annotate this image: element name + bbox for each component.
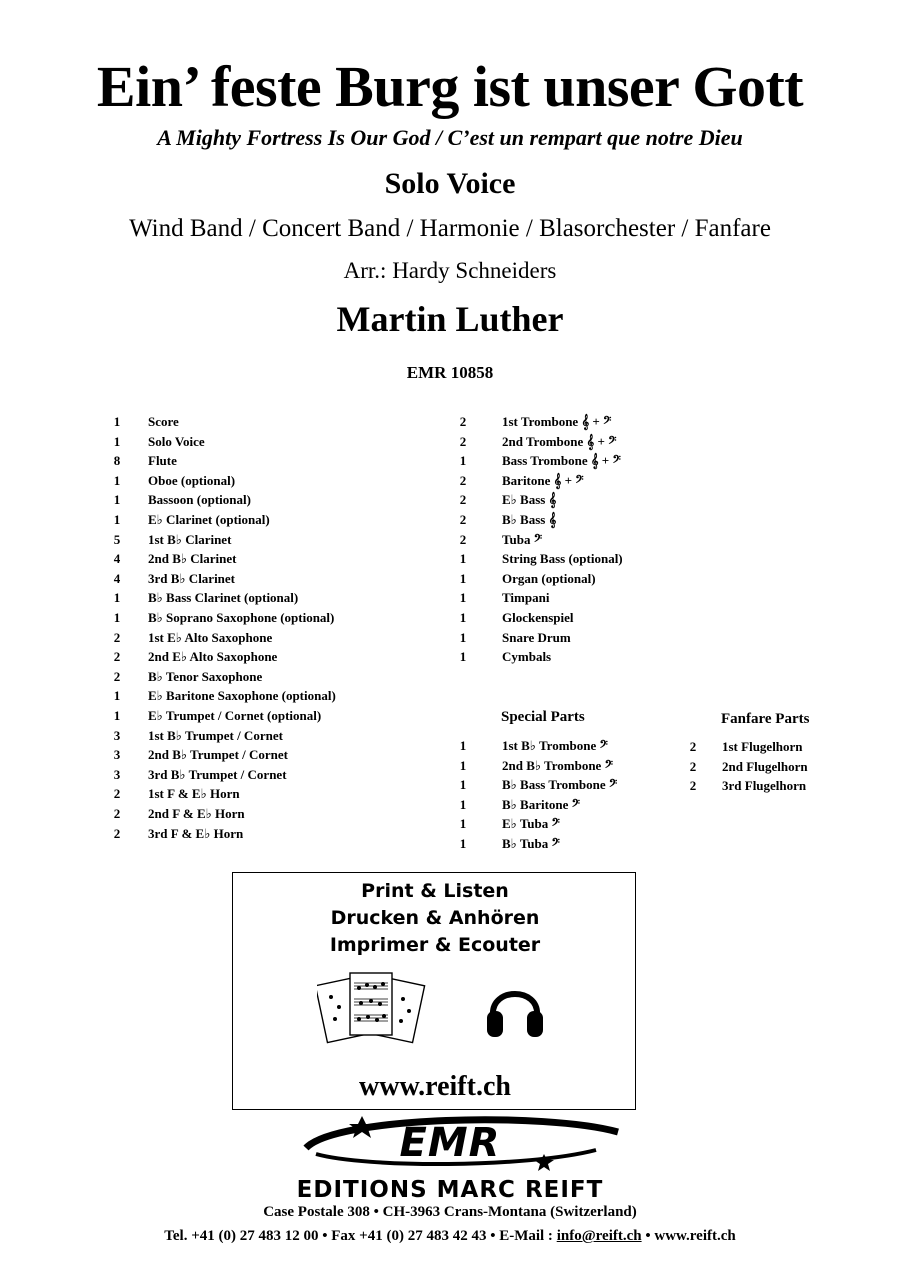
part-name: E♭ Trumpet / Cornet (optional) [148, 708, 322, 723]
part-name: 2nd E♭ Alto Saxophone [148, 649, 278, 665]
part-quantity: 1 [113, 610, 121, 625]
part-quantity: 1 [113, 590, 121, 606]
part-row [456, 531, 543, 548]
part-name: 3rd F & E♭ Horn [148, 825, 244, 841]
part-row [456, 511, 557, 528]
part-name: 3rd Flugelhorn [722, 778, 807, 794]
part-name: 2nd B♭ Trumpet / Cornet [148, 747, 288, 763]
part-row [456, 737, 608, 754]
arranger: Arr.: Hardy Schneiders [343, 258, 557, 283]
part-row [110, 472, 236, 489]
part-name: 1st E♭ Alto Saxophone [148, 629, 273, 645]
part-name: 1st Trombone 𝄞 + 𝄢 [502, 414, 612, 429]
part-row [456, 570, 596, 587]
part-name: Organ (optional) [502, 570, 596, 586]
part-row [110, 452, 177, 469]
part-row [686, 758, 808, 775]
part-quantity: 1 [459, 757, 467, 773]
part-row [110, 629, 273, 646]
part-row [110, 413, 179, 430]
part-row [110, 491, 251, 508]
part-row [456, 413, 612, 430]
subtitle: A Mighty Fortress Is Our God / C’est un rempart que notre Dieu [157, 125, 743, 150]
part-quantity: 2 [113, 668, 121, 684]
part-quantity: 1 [113, 472, 121, 488]
part-name: Solo Voice [148, 433, 205, 449]
publisher-name: EDITIONS MARC REIFT [296, 1177, 604, 1203]
part-quantity: 2 [459, 414, 467, 429]
contact-phone-fax: Tel. +41 (0) 27 483 12 00 • Fax +41 (0) 27 483 42 43 • E-Mail : [164, 1228, 557, 1244]
promo-url[interactable]: www.reift.ch [359, 1071, 511, 1102]
part-name: 2nd B♭ Clarinet [148, 551, 237, 567]
part-row [456, 491, 557, 508]
part-row [456, 776, 618, 793]
email-link[interactable]: info@reift.ch [556, 1228, 642, 1244]
part-row [110, 531, 232, 548]
special-parts-heading: Special Parts [501, 709, 585, 725]
part-quantity: 2 [459, 492, 467, 508]
part-row [110, 570, 236, 587]
part-name: String Bass (optional) [502, 551, 623, 567]
catalog-number: EMR 10858 [406, 363, 494, 382]
part-row [110, 825, 244, 842]
part-row [110, 746, 288, 763]
part-name: 2nd Trombone 𝄞 + 𝄢 [502, 433, 617, 449]
part-row [110, 668, 263, 685]
part-quantity: 2 [689, 739, 697, 754]
part-quantity: 1 [459, 836, 467, 851]
part-name: 2nd F & E♭ Horn [148, 806, 245, 821]
part-row [456, 796, 581, 813]
part-quantity: 1 [459, 816, 467, 832]
part-quantity: 1 [113, 433, 121, 449]
solo-instrument: Solo Voice [384, 167, 516, 200]
part-name: 1st Flugelhorn [722, 739, 803, 754]
part-row [456, 472, 584, 489]
part-name: Bass Trombone 𝄞 + 𝄢 [502, 453, 621, 469]
part-row [456, 757, 613, 774]
sheet-music-icon [317, 967, 427, 1057]
part-row [110, 805, 245, 822]
part-quantity: 5 [113, 531, 121, 547]
part-row [686, 738, 803, 755]
part-quantity: 1 [459, 738, 467, 753]
part-quantity: 1 [459, 570, 467, 586]
part-quantity: 1 [459, 796, 467, 812]
part-quantity: 2 [113, 786, 121, 802]
part-row [110, 648, 278, 665]
part-name: B♭ Bass 𝄞 [502, 512, 557, 527]
part-name: 1st B♭ Clarinet [148, 531, 232, 547]
publisher-address: Case Postale 308 • CH-3963 Crans-Montana (Switzerland) [263, 1204, 637, 1220]
part-row [456, 648, 552, 665]
part-quantity: 1 [459, 629, 467, 645]
part-quantity: 1 [459, 551, 467, 567]
headphones-icon [483, 973, 547, 1043]
part-row [110, 511, 270, 528]
part-row [110, 727, 283, 744]
part-quantity: 1 [113, 492, 121, 508]
part-name: Snare Drum [502, 629, 571, 645]
part-name: Score [148, 414, 179, 429]
part-quantity: 1 [113, 414, 121, 429]
part-quantity: 4 [113, 570, 121, 586]
part-name: 2nd Flugelhorn [722, 758, 808, 774]
part-name: Cymbals [502, 649, 552, 665]
part-quantity: 3 [113, 727, 121, 743]
part-row [110, 785, 240, 802]
promo-line-fr: Imprimer & Ecouter [329, 934, 541, 956]
part-row [110, 550, 237, 567]
part-row [456, 550, 623, 567]
part-quantity: 1 [459, 453, 467, 469]
contact-website[interactable]: • www.reift.ch [641, 1228, 736, 1244]
part-row [456, 433, 617, 450]
part-row [456, 609, 574, 626]
part-name: Timpani [502, 590, 550, 606]
part-row [110, 433, 205, 450]
ensemble-list: Wind Band / Concert Band / Harmonie / Blasorchester / Fanfare [129, 215, 771, 242]
part-quantity: 1 [113, 708, 121, 723]
part-quantity: 2 [113, 649, 121, 665]
part-name: B♭ Soprano Saxophone (optional) [148, 610, 335, 625]
part-name: E♭ Tuba 𝄢 [502, 816, 560, 832]
part-name: B♭ Bass Trombone 𝄢 [502, 777, 618, 793]
part-quantity: 8 [113, 453, 121, 469]
part-quantity: 2 [459, 512, 467, 527]
part-name: Tuba 𝄢 [502, 531, 543, 547]
part-name: 1st B♭ Trumpet / Cornet [148, 727, 283, 743]
promo-line-de: Drucken & Anhören [330, 907, 540, 929]
part-quantity: 3 [113, 747, 121, 763]
fanfare-parts-heading: Fanfare Parts [721, 711, 810, 727]
part-row [110, 707, 322, 724]
part-quantity: 1 [459, 649, 467, 665]
part-row [110, 687, 336, 704]
part-name: Flute [148, 453, 177, 469]
composer: Martin Luther [336, 299, 564, 339]
part-name: B♭ Tenor Saxophone [148, 668, 263, 684]
part-quantity: 2 [689, 758, 697, 774]
emr-logo: EMR [399, 1120, 501, 1166]
part-name: B♭ Bass Clarinet (optional) [148, 590, 299, 606]
part-row [456, 815, 560, 832]
part-quantity: 2 [113, 629, 121, 645]
part-quantity: 2 [689, 778, 697, 794]
part-name: Bassoon (optional) [148, 492, 251, 508]
part-name: Oboe (optional) [148, 472, 236, 488]
part-quantity: 4 [113, 551, 121, 567]
part-quantity: 1 [459, 610, 467, 625]
part-row [686, 777, 807, 794]
part-quantity: 3 [113, 766, 121, 782]
print-listen-promo [232, 872, 636, 1110]
part-quantity: 1 [459, 777, 467, 793]
part-quantity: 2 [113, 806, 121, 821]
part-quantity: 1 [113, 688, 121, 704]
part-name: 1st F & E♭ Horn [148, 786, 240, 802]
part-row [456, 452, 621, 469]
contact-line [0, 1226, 900, 1246]
part-name: B♭ Tuba 𝄢 [502, 836, 560, 851]
part-quantity: 2 [113, 825, 121, 841]
part-name: E♭ Bass 𝄞 [502, 492, 557, 508]
part-quantity: 1 [113, 512, 121, 527]
part-name: B♭ Baritone 𝄢 [502, 796, 581, 812]
part-name: 3rd B♭ Clarinet [148, 570, 236, 586]
part-quantity: 1 [459, 590, 467, 606]
page-title: Ein’ feste Burg ist unser Gott [96, 54, 804, 119]
part-row [456, 589, 550, 606]
promo-line-en: Print & Listen [361, 880, 509, 902]
part-name: Baritone 𝄞 + 𝄢 [502, 472, 584, 488]
part-name: E♭ Baritone Saxophone (optional) [148, 688, 336, 704]
part-name: Glockenspiel [502, 610, 574, 625]
part-quantity: 2 [459, 472, 467, 488]
part-row [456, 629, 571, 646]
part-name: 1st B♭ Trombone 𝄢 [502, 738, 608, 753]
part-row [110, 589, 299, 606]
part-row [456, 835, 560, 852]
part-name: 3rd B♭ Trumpet / Cornet [148, 766, 287, 782]
part-name: 2nd B♭ Trombone 𝄢 [502, 757, 613, 773]
part-row [110, 609, 335, 626]
part-quantity: 2 [459, 433, 467, 449]
part-row [110, 766, 287, 783]
part-name: E♭ Clarinet (optional) [148, 512, 270, 527]
part-quantity: 2 [459, 531, 467, 547]
